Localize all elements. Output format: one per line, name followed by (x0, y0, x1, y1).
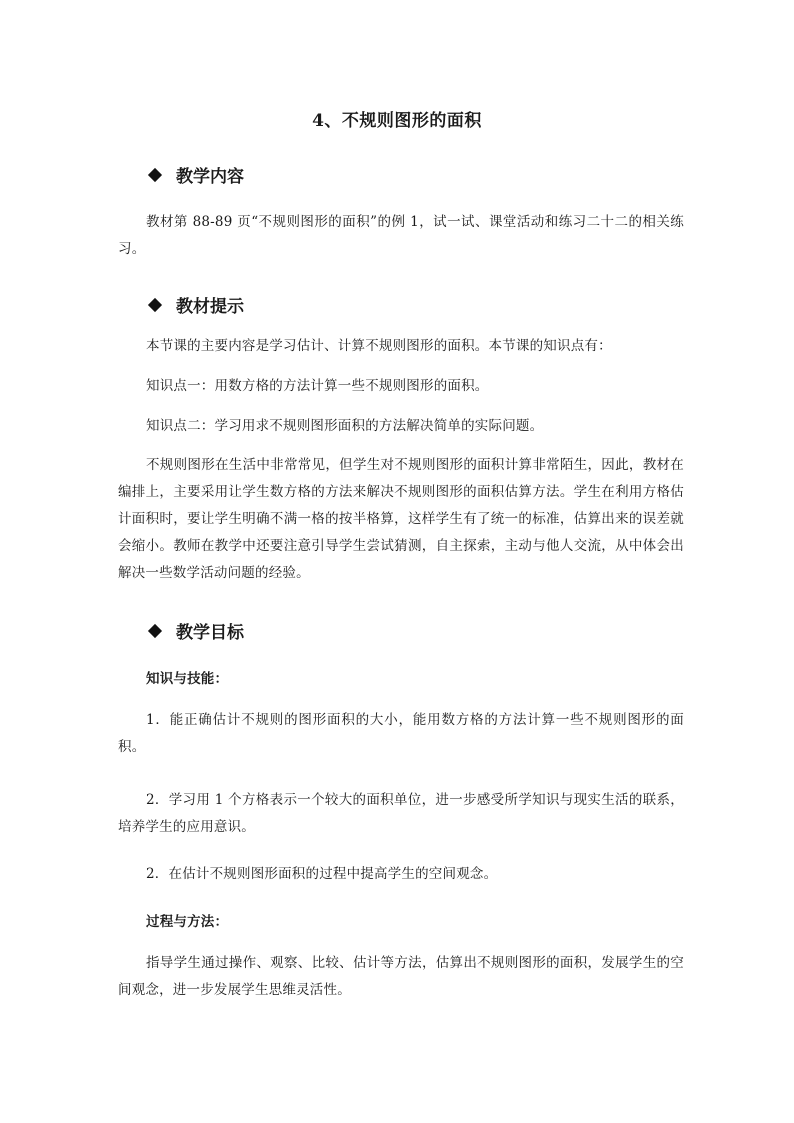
knowledge-point-1: 知识点一：用数方格的方法计算一些不规则图形的面积。 (146, 378, 489, 394)
diamond-bullet-icon (148, 167, 162, 181)
goal-item-1: 1．能正确估计不规则的图形面积的大小，能用数方格的方法计算一些不规则图形的面积。 (118, 712, 684, 755)
knowledge-skills-subhead: 知识与技能： (146, 671, 229, 687)
hints-body-paragraph: 不规则图形在生活中非常常见，但学生对不规则图形的面积计算非常陌生，因此，教材在编排上，主要采用让学生数方格的方法来解决不规则图形的面积估算方法。学生在利用方格估计面积时，要让学生明确不满一格的按半格算，这样学生有了统一的标准，估算出来的误差就会缩小。教师在教学中还要注意引导学生尝试猜测，自主探索，主动与他人交流，从中体会出解决一些数学活动问题的经验。 (118, 457, 684, 581)
section-heading-label: 教学目标 (176, 623, 244, 643)
section-heading-goals (148, 618, 244, 643)
section-heading-label: 教学内容 (176, 167, 244, 187)
hints-intro: 本节课的主要内容是学习估计、计算不规则图形的面积。本节课的知识点有： (146, 338, 612, 354)
section-heading-content (148, 162, 244, 187)
section-heading-label: 教材提示 (176, 297, 244, 317)
section-heading-hints (148, 292, 244, 317)
diamond-bullet-icon (148, 623, 162, 637)
content-paragraph: 教材第 88-89 页“不规则图形的面积”的例 1，试一试、课堂活动和练习二十二的相关练习。 (118, 214, 684, 257)
process-method-subhead: 过程与方法： (146, 914, 229, 930)
knowledge-point-2: 知识点二：学习用求不规则图形面积的方法解决简单的实际问题。 (146, 418, 544, 434)
document-title: 4、不规则图形的面积 (312, 111, 482, 131)
goal-item-3: 2．在估计不规则图形面积的过程中提高学生的空间观念。 (146, 866, 498, 882)
goal-item-2: 2．学习用 1 个方格表示一个较大的面积单位，进一步感受所学知识与现实生活的联系，培养学生的应用意识。 (118, 792, 684, 835)
diamond-bullet-icon (148, 297, 162, 311)
process-paragraph: 指导学生通过操作、观察、比较、估计等方法，估算出不规则图形的面积，发展学生的空间观念，进一步发展学生思维灵活性。 (118, 955, 684, 998)
